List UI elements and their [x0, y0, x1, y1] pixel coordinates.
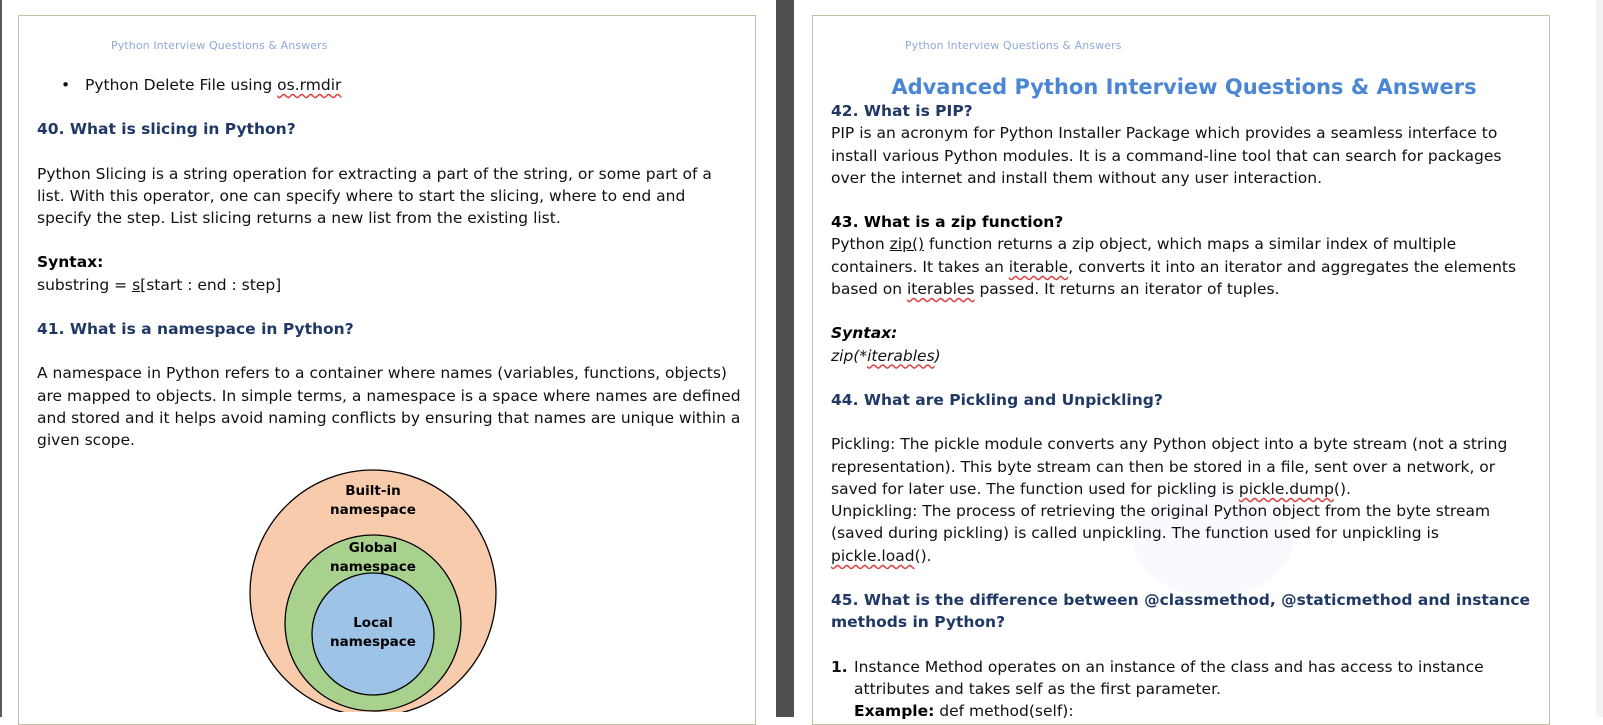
answer-paragraph: Unpickling: The process of retrieving the original Python object from the byte stream (saved during pickling) is called unpickling. The function used for unpickling is pickle.load(). [831, 502, 1491, 565]
list-item [831, 656, 1537, 723]
list-item-text: Python Delete File using [85, 76, 278, 94]
question-heading: 41. What is a namespace in Python? [37, 320, 354, 339]
answer-paragraph: Python Slicing is a string operation for extracting a part of the string, or some part of a list. With this operator, one can specify where to start the slicing, where to end and specify the step. List slicing returns a new list from the existing list. [37, 164, 712, 228]
list-item-text: Instance Method operates on an instance of the class and has access to instance attributes and takes self as the first parameter. [854, 657, 1484, 698]
code-text: os.rmdir [277, 76, 342, 94]
namespace-diagram [249, 462, 497, 712]
example-line: Example: def method(self): [854, 702, 1074, 721]
list-number: 1. [831, 657, 848, 676]
question-heading: 40. What is slicing in Python? [37, 120, 296, 139]
answer-paragraph: Python zip() function returns a zip object, which maps a similar index of multiple containers. It takes an iterable, converts it into an iterator and aggregates the elements based on iterables passed. It returns an iterator of tuples. [831, 235, 1517, 299]
question-heading: 45. What is the difference between @classmethod, @staticmethod and instance methods in Python? [831, 591, 1531, 632]
window-right-edge [1596, 0, 1603, 717]
builtin-label-1: Built-in [345, 483, 401, 499]
syntax-label: Syntax: [831, 324, 898, 343]
answer-paragraph: Pickling: The pickle module converts any Python object into a byte stream (not a string representation). This byte stream can then be stored in a file, sent over a network, or saved for later use. The function used for pickling is pickle.dump(). [831, 435, 1508, 498]
answer-paragraph: PIP is an acronym for Python Installer Package which provides a seamless interface to install various Python modules. It is a command-line tool that can search for packages over the internet and install them without any user interaction. [831, 124, 1502, 187]
answer-paragraph: A namespace in Python refers to a container where names (variables, functions, objects) are mapped to objects. In simple terms, a namespace is a space where names are defined and stored and it helps avoid naming conflicts by ensuring that names are unique within a given scope. [37, 364, 741, 450]
local-label-1: Local [353, 615, 393, 631]
local-label-2: namespace [330, 634, 416, 650]
question-heading: 43. What is a zip function? [831, 213, 1064, 232]
question-heading: 44. What are Pickling and Unpickling? [831, 390, 1163, 409]
syntax-code: zip(*iterables) [831, 346, 941, 365]
builtin-label-2: namespace [330, 502, 416, 518]
bullet-icon: • [61, 76, 71, 94]
page-header: Python Interview Questions & Answers [111, 39, 328, 52]
question-heading: 42. What is PIP? [831, 102, 973, 120]
page-content-right [831, 74, 1537, 723]
syntax-label: Syntax: [37, 253, 104, 272]
list-item [37, 74, 743, 96]
syntax-code: substring = s[start : end : step] [37, 275, 282, 294]
document-page-right[interactable] [812, 15, 1550, 725]
page-gap-divider [776, 0, 794, 717]
global-label-2: namespace [330, 559, 416, 575]
page-content-left [37, 74, 743, 452]
global-label-1: Global [348, 540, 398, 556]
page-title: Advanced Python Interview Questions & Answers [891, 75, 1477, 99]
page-header: Python Interview Questions & Answers [905, 39, 1122, 52]
window-left-edge [0, 0, 2, 717]
